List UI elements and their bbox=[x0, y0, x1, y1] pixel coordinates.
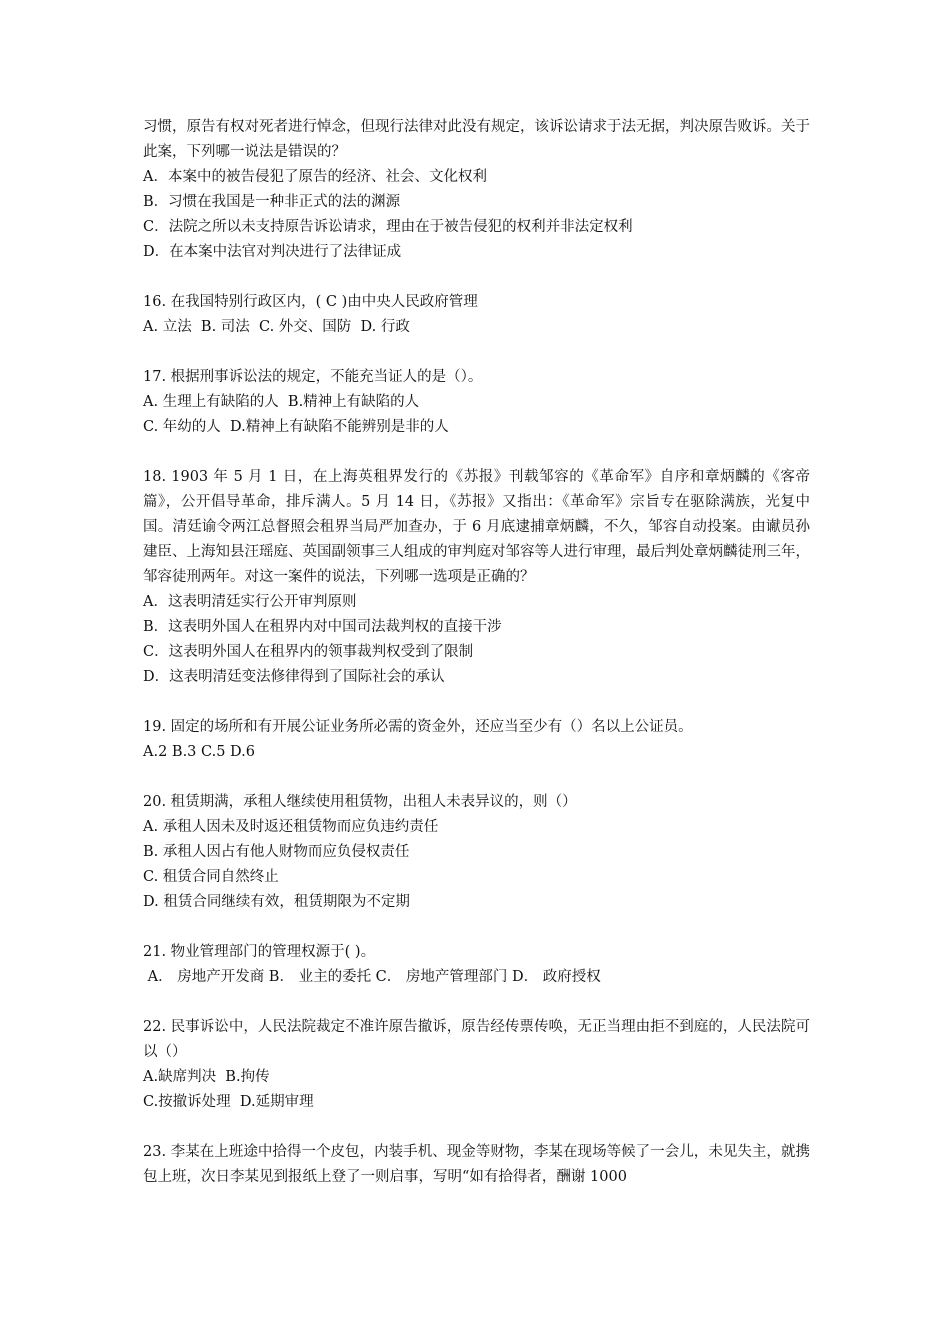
question-stem: 20. 租赁期满，承租人继续使用租赁物，出租人未表异议的，则（） bbox=[143, 794, 577, 810]
question-15 bbox=[143, 115, 810, 265]
option-d: D. 租赁合同继续有效，租赁期限为不定期 bbox=[143, 894, 410, 910]
option-a: A．这表明清廷实行公开审判原则 bbox=[143, 594, 357, 610]
question-stem: 19. 固定的场所和有开展公证业务所必需的资金外，还应当至少有（）名以上公证员。 bbox=[143, 719, 693, 735]
question-stem: 17. 根据刑事诉讼法的规定，不能充当证人的是（）。 bbox=[143, 369, 483, 385]
option-c: C．这表明外国人在租界内的领事裁判权受到了限制 bbox=[143, 644, 474, 660]
question-16 bbox=[143, 290, 810, 340]
question-22 bbox=[143, 1015, 810, 1115]
question-stem: 18. 1903 年 5 月 1 日，在上海英租界发行的《苏报》刊载邹容的《革命军》自序和章炳麟的《客帝篇》，公开倡导革命，排斥满人。5 月 14 日，《苏报》又指出：《革命军》宗旨专在驱除满族，光复中国。清廷谕令两江总督照会租界当局严加查办，于 6 月底逮捕章炳麟，不久，邹容自动投案。由谳员孙建臣、上海知县汪瑶庭、英国副领事三人组成的审判庭对邹容等人进行审理，最后判处章炳麟徒刑三年，邹容徒刑两年。对这一案件的说法，下列哪一选项是正确的？ bbox=[143, 469, 810, 585]
question-stem: 21. 物业管理部门的管理权源于( )。 bbox=[143, 944, 376, 960]
option-b: B．这表明外国人在租界内对中国司法裁判权的直接干涉 bbox=[143, 619, 502, 635]
option-c: C．法院之所以未支持原告诉讼请求，理由在于被告侵犯的权利并非法定权利 bbox=[143, 219, 633, 235]
options-line-cd: C.按撤诉处理 D.延期审理 bbox=[143, 1094, 314, 1110]
question-21 bbox=[143, 940, 810, 990]
options-line-ab: A.缺席判决 B.拘传 bbox=[143, 1069, 270, 1085]
options-line: A． 房地产开发商 B． 业主的委托 C． 房地产管理部门 D． 政府授权 bbox=[143, 969, 601, 985]
question-23 bbox=[143, 1140, 810, 1190]
question-19 bbox=[143, 715, 810, 765]
option-c: C. 租赁合同自然终止 bbox=[143, 869, 279, 885]
options-line: A.2 B.3 C.5 D.6 bbox=[143, 744, 255, 760]
option-d: D．在本案中法官对判决进行了法律证成 bbox=[143, 244, 402, 260]
question-20 bbox=[143, 790, 810, 915]
option-a: A．本案中的被告侵犯了原告的经济、社会、文化权利 bbox=[143, 169, 487, 185]
option-b: B. 承租人因占有他人财物而应负侵权责任 bbox=[143, 844, 410, 860]
question-stem: 16. 在我国特别行政区内，( C )由中央人民政府管理 bbox=[143, 294, 478, 310]
option-d: D．这表明清廷变法修律得到了国际社会的承认 bbox=[143, 669, 445, 685]
options-line-ab: A. 生理上有缺陷的人 B.精神上有缺陷的人 bbox=[143, 394, 420, 410]
options-line-cd: C. 年幼的人 D.精神上有缺陷不能辨别是非的人 bbox=[143, 419, 449, 435]
option-b: B．习惯在我国是一种非正式的法的渊源 bbox=[143, 194, 401, 210]
options-line: A. 立法 B. 司法 C. 外交、国防 D. 行政 bbox=[143, 319, 410, 335]
question-stem: 22. 民事诉讼中，人民法院裁定不准许原告撤诉，原告经传票传唤，无正当理由拒不到庭的，人民法院可以（） bbox=[143, 1019, 810, 1060]
question-stem: 习惯，原告有权对死者进行悼念，但现行法律对此没有规定，该诉讼请求于法无据，判决原告败诉。关于此案，下列哪一说法是错误的？ bbox=[143, 119, 810, 160]
option-a: A. 承租人因未及时返还租赁物而应负违约责任 bbox=[143, 819, 439, 835]
question-stem: 23. 李某在上班途中拾得一个皮包，内装手机、现金等财物，李某在现场等候了一会儿，未见失主，就携包上班，次日李某见到报纸上登了一则启事，写明“如有拾得者，酬谢 1000 bbox=[143, 1144, 810, 1185]
question-17 bbox=[143, 365, 810, 440]
question-18 bbox=[143, 465, 810, 690]
